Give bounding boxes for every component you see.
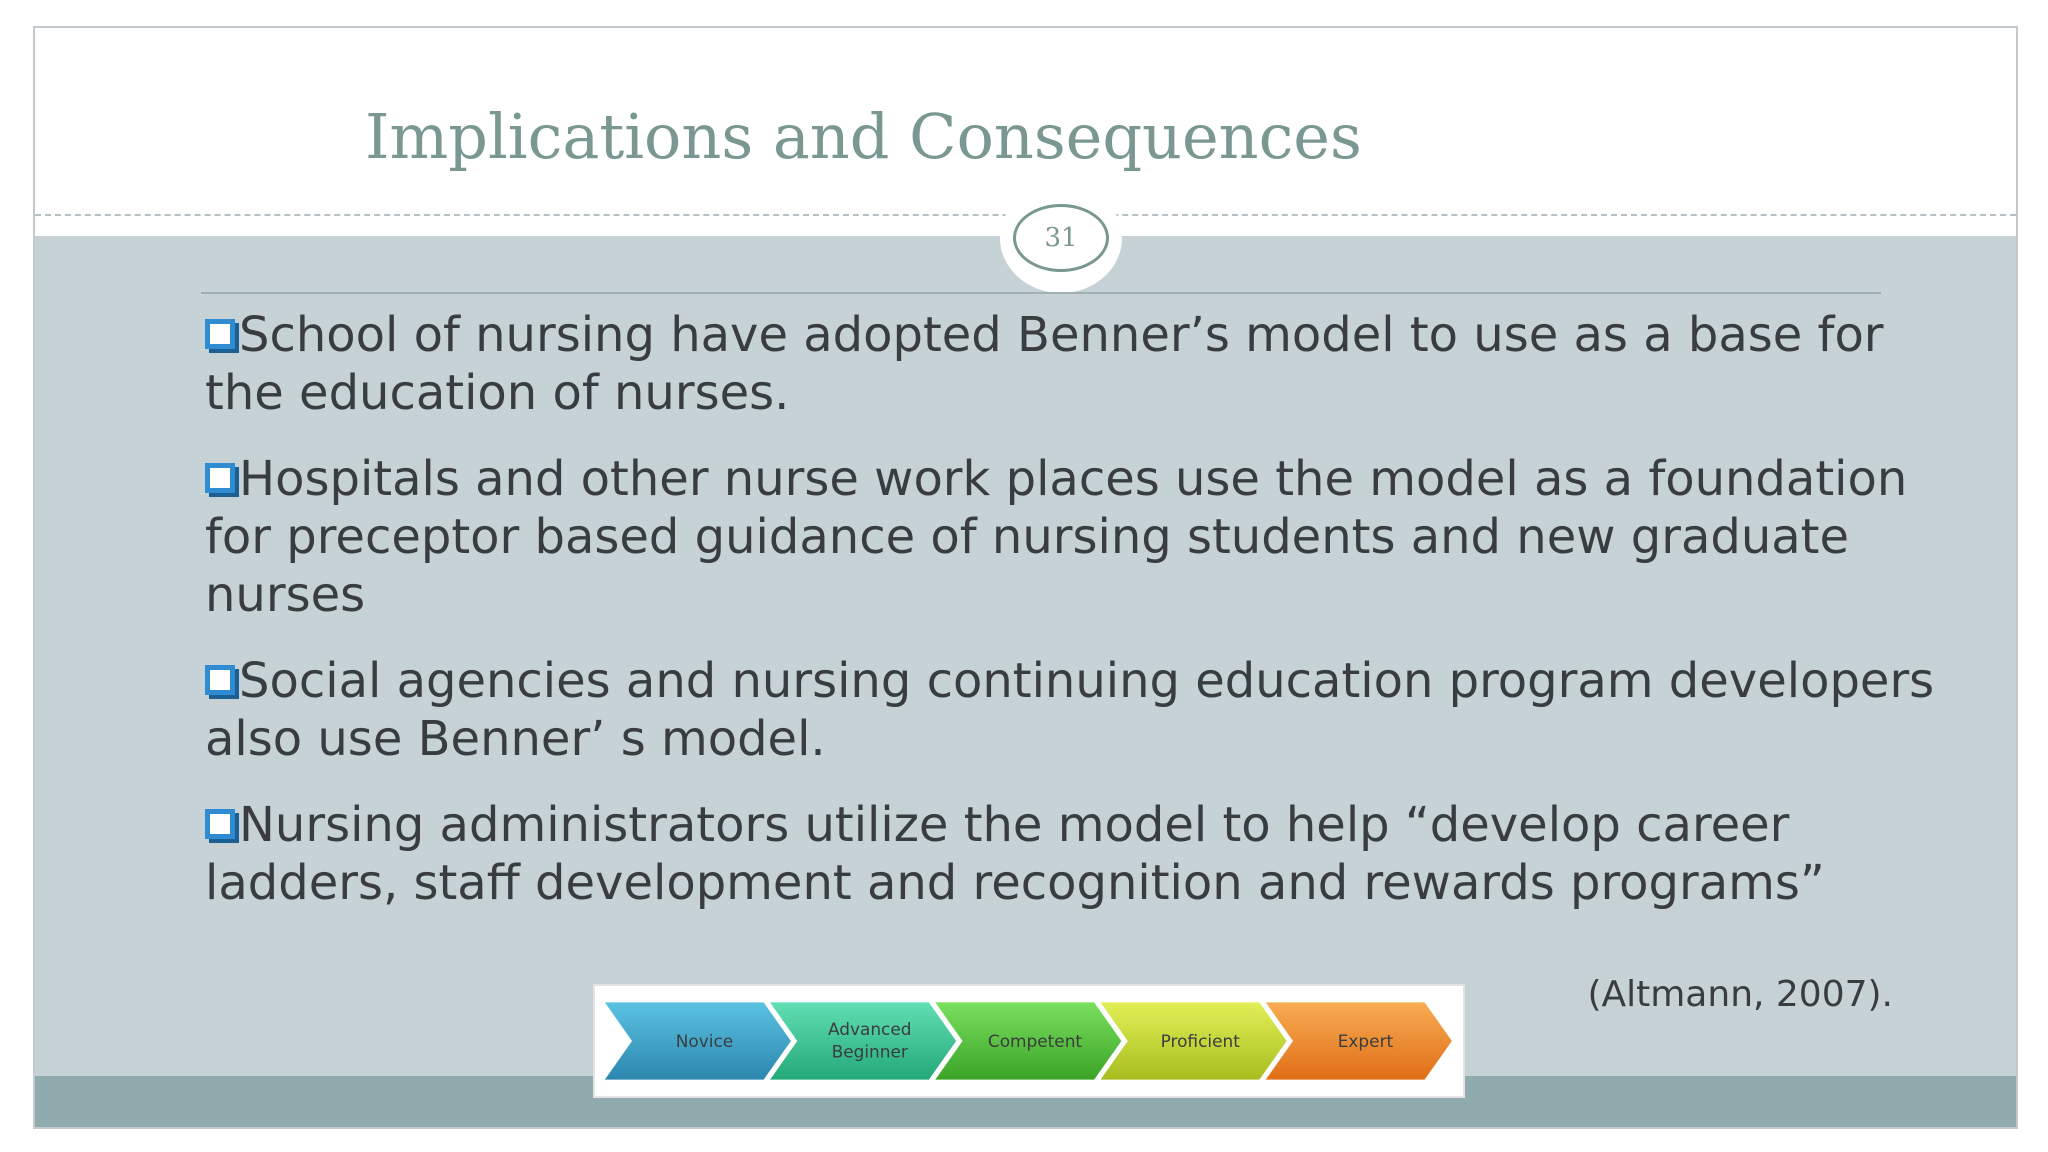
- bullet-text: Social agencies and nursing continuing education program developers also use Benner’ s model.: [205, 653, 1935, 767]
- checkbox-square-icon: [205, 463, 235, 493]
- slide-title: Implications and Consequences: [365, 100, 1362, 173]
- bullet-text: School of nursing have adopted Benner’s model to use as a base for the education of nurses.: [205, 307, 1884, 421]
- checkbox-square-icon: [205, 319, 235, 349]
- stage-label-advanced: Advanced: [827, 1020, 912, 1040]
- skill-stages-diagram: [593, 984, 1465, 1098]
- slide: [33, 26, 2018, 1129]
- content-rule: [201, 292, 1881, 294]
- stage-label-competent: Competent: [987, 1032, 1083, 1051]
- checkbox-square-icon: [205, 665, 235, 695]
- bullet-item: [185, 306, 1935, 422]
- bullet-text: Nursing administrators utilize the model to help “develop career ladders, staff development and recognition and rewards programs”: [205, 797, 1825, 911]
- bullet-item: [185, 796, 1935, 912]
- bullet-item: [185, 652, 1935, 768]
- page-number: 31: [1044, 223, 1078, 253]
- citation: (Altmann, 2007).: [1587, 974, 1893, 1015]
- stage-label-beginner: Beginner: [831, 1042, 908, 1062]
- page-number-badge: [1013, 204, 1109, 272]
- bullet-item: [185, 450, 1935, 624]
- bullet-text: Hospitals and other nurse work places use the model as a foundation for preceptor based guidance of nursing students and new graduate nurses: [205, 451, 1908, 623]
- stage-label-expert: Expert: [1337, 1032, 1394, 1051]
- stage-label-proficient: Proficient: [1160, 1032, 1240, 1051]
- stage-label-novice: Novice: [675, 1032, 734, 1051]
- stage-chevron-advanced-beginner: [768, 1001, 957, 1080]
- bullet-list: [185, 306, 1935, 940]
- checkbox-square-icon: [205, 809, 235, 839]
